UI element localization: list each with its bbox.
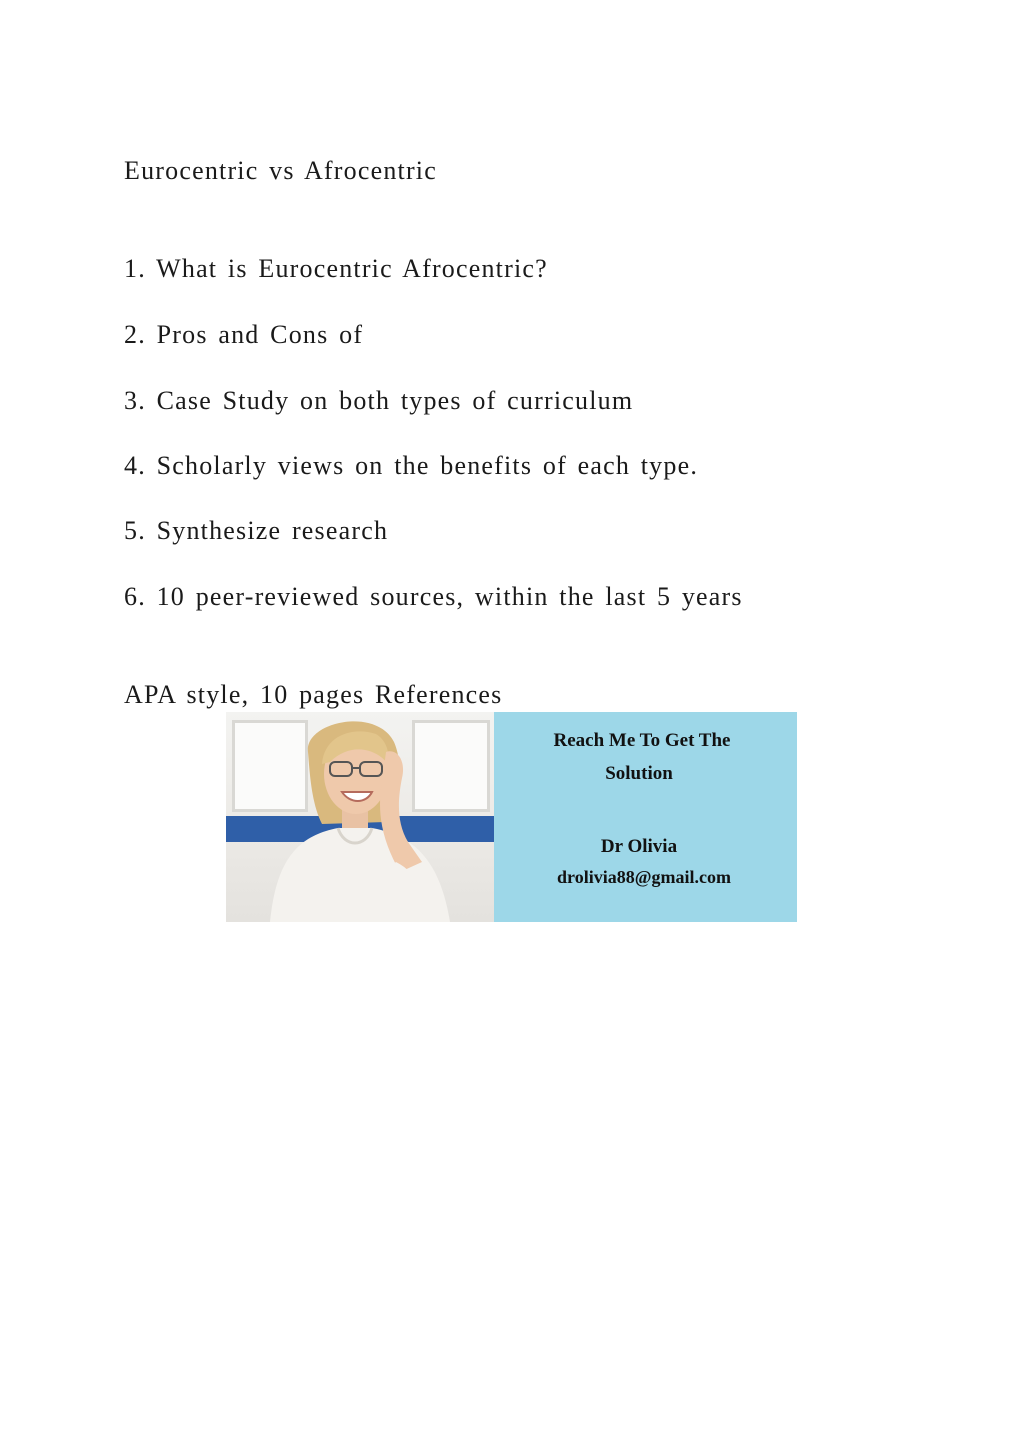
smiling-woman-photo [226,712,494,922]
contact-email: drolivia88@gmail.com [557,867,731,887]
list-item: 4. Scholarly views on the benefits of each type. [124,451,699,480]
list-item: 1. What is Eurocentric Afrocentric? [124,254,548,283]
list-item: 3. Case Study on both types of curriculum [124,386,634,415]
document-title: Eurocentric vs Afrocentric [124,156,437,185]
contact-name: Dr Olivia [600,836,678,857]
banner-heading: Reach Me To Get The [553,730,731,751]
contact-info-panel [494,712,797,922]
contact-banner [226,712,797,922]
list-item: 6. 10 peer-reviewed sources, within the last 5 years [124,582,743,611]
list-item: 5. Synthesize research [124,516,389,545]
document-footer-note: APA style, 10 pages References [124,680,503,709]
woman-figure-illustration [226,712,494,922]
list-item: 2. Pros and Cons of [124,320,364,349]
banner-heading: Solution [605,763,673,784]
